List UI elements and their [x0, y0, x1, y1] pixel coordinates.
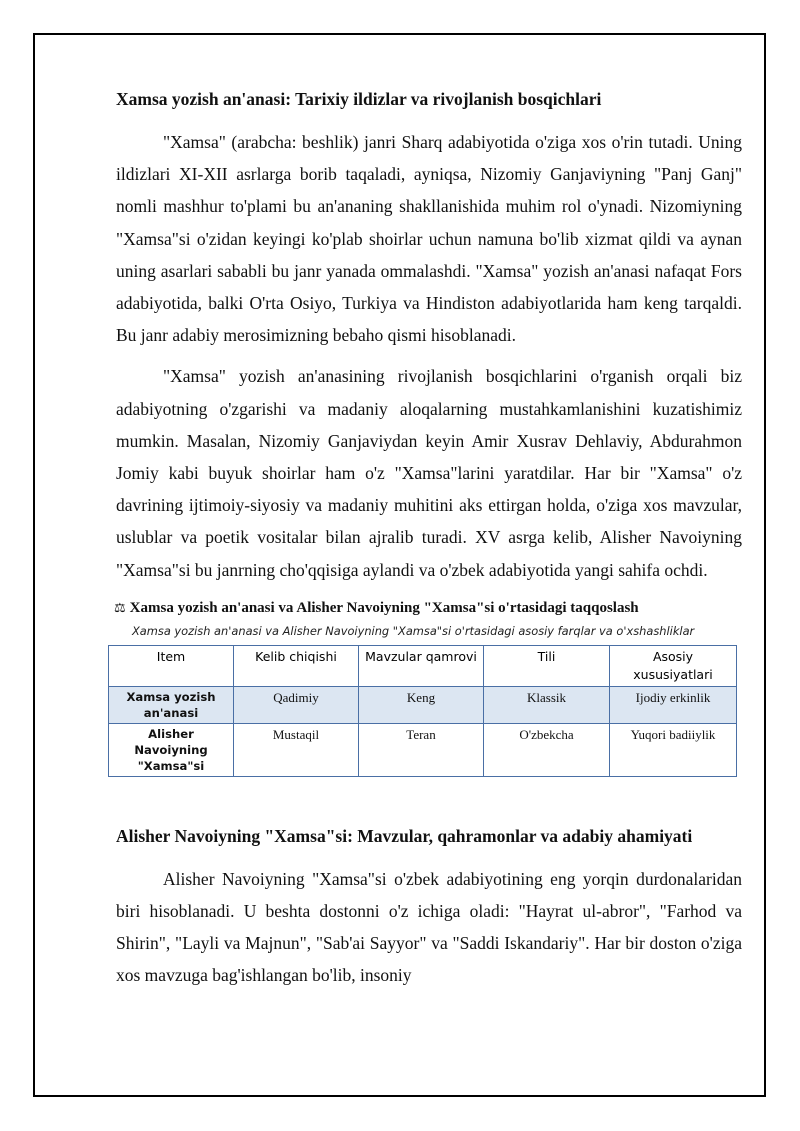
table-header-cell: Item: [109, 645, 234, 686]
paragraph-1: "Xamsa" (arabcha: beshlik) janri Sharq adabiyotida o'ziga xos o'rin tutadi. Uning ildizlari XI-XII asrlarga borib taqaladi, ayniqsa, Nizomiy Ganjaviyning "Panj Ganj" nomli mashhur to'plami bu an'ananing shakllanishida muhim rol o'ynadi. Nizomiyning "Xamsa"si o'zidan keyingi ko'plab shoirlar uchun namuna bo'lib xizmat qildi va aynan uning asarlari sababli bu janr yanada ommalashdi. "Xamsa" yozish an'anasi nafaqat Fors adabiyotida, balki O'rta Osiyo, Turkiya va Hindiston adabiyotlarida ham keng tarqaldi. Bu janr adabiy merosimizning bebaho qismi hisoblanadi.: [116, 132, 742, 346]
table-heading: [114, 596, 742, 621]
section-heading-xamsa-tradition: Xamsa yozish an'anasi: Tarixiy ildizlar va rivojlanish bosqichlari: [116, 89, 602, 109]
table-row: [109, 686, 737, 723]
table-cell: Qadimiy: [234, 686, 359, 723]
table-row-header: Alisher Navoiyning "Xamsa"si: [109, 723, 234, 776]
table-cell: Klassik: [484, 686, 610, 723]
table-heading-text: Xamsa yozish an'anasi va Alisher Navoiyning "Xamsa"si o'rtasidagi taqqoslash: [129, 599, 639, 616]
table-caption: Xamsa yozish an'anasi va Alisher Navoiyning "Xamsa"si o'rtasidagi asosiy farqlar va o'xshashliklar: [132, 623, 695, 638]
table-row-header: Xamsa yozish an'anasi: [109, 686, 234, 723]
table-header-cell: Mavzular qamrovi: [359, 645, 484, 686]
paragraph-2: "Xamsa" yozish an'anasining rivojlanish bosqichlarini o'rganish orqali biz adabiyotning o'zgarishi va madaniy aloqalarning mustahkamlanishini kuzatishimiz mumkin. Masalan, Nizomiy Ganjaviydan keyin Amir Xusrav Dehlaviy, Abdurahmon Jomiy kabi buyuk shoirlar ham o'z "Xamsa"larini yaratdilar. Har bir "Xamsa" o'z davrining ijtimoiy-siyosiy va madaniy muhitini aks ettirgan holda, o'ziga xos mavzular, uslublar va poetik vositalar bilan ajralib turadi. XV asrga kelib, Alisher Navoiyning "Xamsa"si bu janrning cho'qqisiga aylandi va o'zbek adabiyotida yangi sahifa ochdi.: [116, 366, 742, 580]
table-cell: Keng: [359, 686, 484, 723]
table-header-cell: Asosiy xususiyatlari: [610, 645, 737, 686]
section-heading-navoi-xamsa: Alisher Navoiyning "Xamsa"si: Mavzular, qahramonlar va adabiy ahamiyati: [116, 825, 693, 846]
table-header-cell: Kelib chiqishi: [234, 645, 359, 686]
table-cell: Teran: [359, 723, 484, 776]
table-cell: Ijodiy erkinlik: [610, 686, 737, 723]
document-body: [116, 84, 742, 992]
table-cell: Mustaqil: [234, 723, 359, 776]
comparison-table: [108, 645, 737, 777]
table-cell: O'zbekcha: [484, 723, 610, 776]
table-row: [109, 723, 737, 776]
table-cell: Yuqori badiiylik: [610, 723, 737, 776]
balance-scale-icon: ⚖: [114, 600, 126, 616]
paragraph-3: Alisher Navoiyning "Xamsa"si o'zbek adabiyotining eng yorqin durdonalaridan biri hisoblanadi. U beshta dostonni o'z ichiga oladi: "Hayrat ul-abror", "Farhod va Shirin", "Layli va Majnun", "Sab'ai Sayyor" va "Saddi Iskandariy". Har bir doston o'ziga xos mavzuga bag'ishlangan bo'lib, insoniy: [116, 868, 742, 986]
table-header-cell: Tili: [484, 645, 610, 686]
table-header-row: [109, 645, 737, 686]
